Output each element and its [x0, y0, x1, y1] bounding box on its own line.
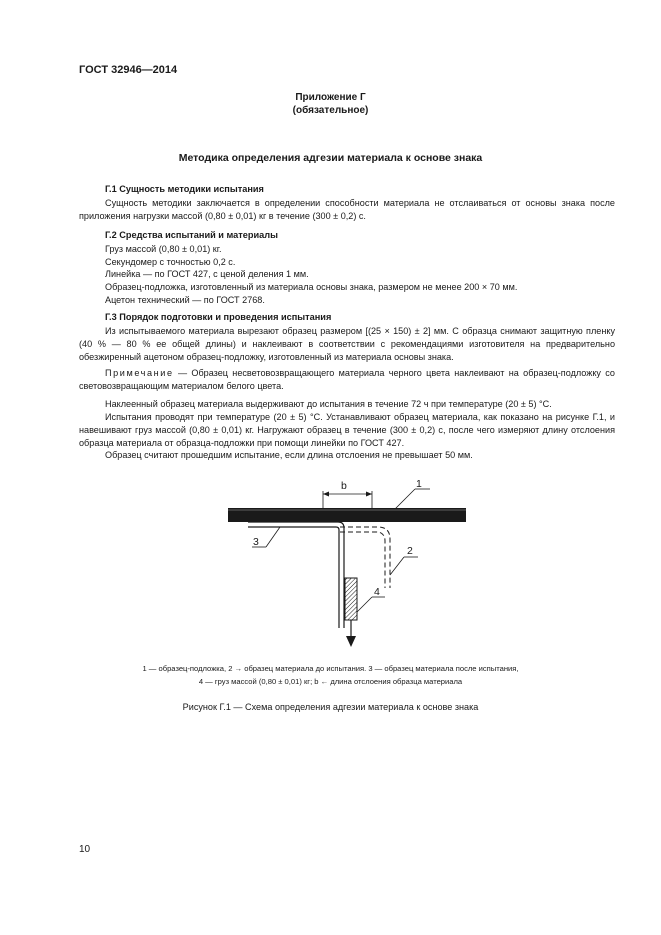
- figure-caption-line-2: 4 — груз массой (0,80 ± 0,01) кг; b ← длина отслоения образца материала: [198, 677, 463, 686]
- label-4: 4: [374, 586, 380, 598]
- section-1-heading: Г.1 Сущность методики испытания: [105, 184, 264, 194]
- section-2-item: Линейка — по ГОСТ 427, с ценой деления 1 мм.: [105, 269, 309, 279]
- label-b: b: [341, 480, 347, 492]
- section-2-item: Образец-подложка, изготовленный из материала основы знака, размером не менее 200 × 70 мм.: [105, 282, 518, 292]
- section-3-heading: Г.3 Порядок подготовки и проведения испытания: [105, 312, 332, 322]
- appendix-title: Методика определения адгезии материала к основе знака: [178, 152, 483, 164]
- note-label: Примечание: [105, 368, 174, 378]
- figure-caption-line-1: 1 — образец-подложка, 2 → образец материала до испытания. 3 — образец материала после испытания,: [142, 664, 519, 673]
- leader-3: [266, 527, 280, 547]
- section-1-text: Сущность методики заключается в определении способности материала не отслаиваться от основы знака после приложения нагрузки массой (0,80 ± 0,01) кг в течение (300 ± 0,2) с.: [79, 198, 615, 221]
- section-2-item: Груз массой (0,80 ± 0,01) кг.: [105, 244, 222, 254]
- standard-header: ГОСТ 32946—2014: [79, 64, 178, 76]
- section-2-item: Секундомер с точностью 0,2 с.: [105, 257, 236, 267]
- section-3-paragraph-4: Образец считают прошедшим испытание, если длина отслоения не превышает 50 мм.: [105, 450, 473, 460]
- appendix-name: Приложение Г: [295, 92, 366, 103]
- label-1: 1: [416, 478, 422, 490]
- leader-1: [395, 489, 415, 509]
- section-2-item: Ацетон технический — по ГОСТ 2768.: [105, 295, 265, 305]
- dimension-arrow-left: [323, 492, 329, 497]
- note-text: — Образец несветовозвращающего материала черного цвета наклеивают на образец-подложку со световозвращающим материалом белого цвета.: [79, 368, 615, 391]
- label-3: 3: [253, 536, 259, 548]
- leader-2: [390, 557, 404, 575]
- weight: [345, 578, 357, 620]
- section-3-paragraph-1: Из испытываемого материала вырезают образец размером [(25 × 150) ± 2] мм. С образца снимают защитную пленку (40 % — 80 % ее общей длины) и наклеивают в соответствии с рекомендациями изготовителя на предварительно обезжиренный ацетоном образец-подложку, изготовленный из материала основы знака.: [79, 326, 615, 362]
- force-arrow-head: [346, 636, 356, 647]
- label-2: 2: [407, 545, 413, 557]
- section-3-paragraph-3: Испытания проводят при температуре (20 ± 5) °С. Устанавливают образец материала, как показано на рисунке Г.1, и навешивают груз массой (0,80 ± 0,01) кг. Нагружают образец в течение (300 ± 0,2) с, после чего измеряют длину отслоения образца материала от образца-подложки при помощи линейки по ГОСТ 427.: [79, 412, 615, 448]
- figure-title: Рисунок Г.1 — Схема определения адгезии материала к основе знака: [182, 702, 479, 712]
- section-2-heading: Г.2 Средства испытаний и материалы: [105, 230, 278, 240]
- page-number: 10: [79, 844, 91, 855]
- dimension-arrow-right: [366, 492, 372, 497]
- material-after-test: [248, 522, 344, 628]
- appendix-status: (обязательное): [292, 105, 369, 116]
- section-3-paragraph-2: Наклеенный образец материала выдерживают до испытания в течение 72 ч при температуре (20 ± 5) °С.: [105, 399, 552, 409]
- leader-4: [357, 597, 372, 612]
